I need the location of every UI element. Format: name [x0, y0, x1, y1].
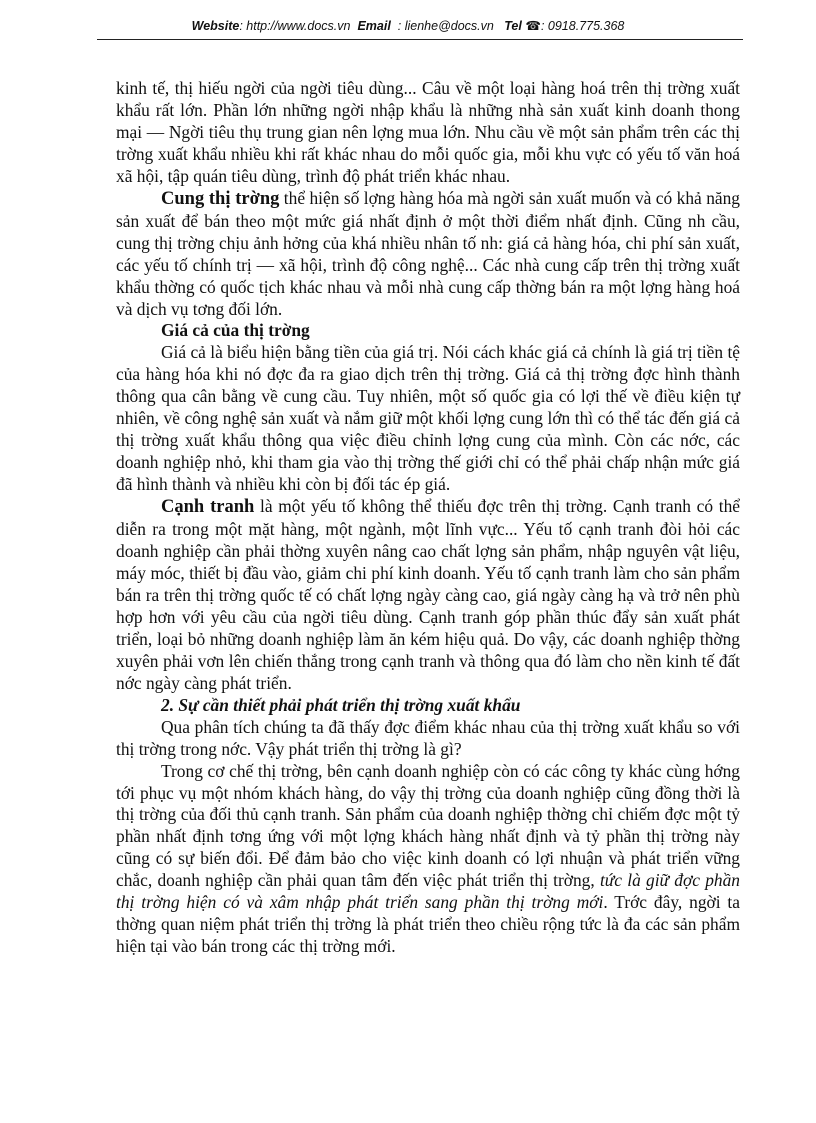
paragraph-price: Giá cả là biểu hiện bằng tiền của giá trị. Nói cách khác giá cả chính là giá trị tiền tệ của hàng hóa khi nó đợc đa ra giao dịch trên thị trờng. Giá cả thị trờng đợc hình thành thông qua cân bằng về cung cầu. Tuy nhiên, một số quốc gia có lợi thế về điều kiện tự nhiên, về công nghệ sản xuất và nắm giữ một khối lợng cung lớn thì có thể tác đến giá cả thị trờng xuất khẩu thông qua việc điều chỉnh lợng cung của mình. Còn các nớc, các doanh nghiệp nhỏ, khi tham gia vào thị trờng thế giới chỉ có thể phải chấp nhận mức giá đã hình thành và nhiều khi còn bị đối tác ép giá.	[116, 342, 740, 495]
paragraph-market-development	[116, 761, 740, 959]
paragraph-md-italic: tức là giữ đợc phần thị trờng hiện có và xâm nhập phát triển sang phần thị trờng mới	[116, 870, 740, 913]
email-label: Email	[357, 19, 391, 33]
paragraph-supply-text: thể hiện số lợng hàng hóa mà ngời sản xuất muốn và có khả năng sản xuất để bán theo một mức giá nhất định ở một thời điểm nhất định. Cũng nh cầu, cung thị trờng chịu ảnh hởng của khá nhiều nhân tố nh: giá cả hàng hóa, chi phí sản xuất, các yếu tố chính trị — xã hội, trình độ công nghệ... Các nhà cung cấp trên thị trờng xuất khẩu thờng có quốc tịch khác nhau và mỗi nhà cung cấp thờng bán ra một lợng hàng hoá và dịch vụ tơng đối lớn.	[116, 187, 740, 319]
phone-icon: ☎	[525, 19, 541, 33]
term-competition: Cạnh tranh	[161, 497, 255, 518]
paragraph-competition-text: là một yếu tố không thể thiếu đợc trên thị trờng. Cạnh tranh có thể diễn ra trong một mặt hàng, một ngành, một lĩnh vực... Yếu tố cạnh tranh đòi hỏi các doanh nghiệp cần phải thờng xuyên nâng cao chất lợng sản phẩm, nhập nguyên vật liệu, máy móc, thiết bị đầu vào, giảm chi phí kinh doanh. Yếu tố cạnh tranh làm cho sản phẩm bán ra trên thị trờng quốc tế có chất lợng ngày càng cao, giá ngày càng hạ và trở nên phù hợp hơn với yêu cầu của ngời tiêu dùng. Cạnh tranh góp phần thúc đẩy sản xuất phát triển, loại bỏ những doanh nghiệp làm ăn kém hiệu quả. Do vậy, các doanh nghiệp thờng xuyên phải vơn lên chiến thắng trong cạnh tranh và thông qua đó làm cho nền kinh tế đất nớc ngày càng phát triển.	[116, 496, 740, 693]
header-divider	[97, 39, 743, 40]
tel-value: : 0918.775.368	[540, 19, 625, 33]
page-header	[0, 18, 816, 33]
heading-market-price: Giá cả của thị trờng	[161, 320, 310, 341]
section-heading-2: 2. Sự cần thiết phải phát triển thị trờng xuất khẩu	[161, 694, 521, 715]
tel-label: Tel	[504, 19, 522, 33]
paragraph-competition	[116, 496, 740, 695]
paragraph-md-text-a: Trong cơ chế thị trờng, bên cạnh doanh nghiệp còn có các công ty khác cùng hớng tới phục vụ một nhóm khách hàng, do vậy thị trờng của doanh nghiệp cũng đồng thời là thị trờng của đối thủ cạnh tranh. Sản phẩm của doanh nghiệp thờng chỉ chiếm đợc một tỷ phần nhất định tơng ứng với một lợng khách hàng nhất định và tỷ phần thị trờng này cũng có sự biến đổi. Để đảm bảo cho việc kinh doanh có lợi nhuận và phát triển vững chắc, doanh nghiệp cần phải quan tâm đến việc phát triển thị trờng,	[116, 760, 740, 891]
document-body	[116, 78, 740, 958]
term-supply: Cung thị trờng	[161, 188, 280, 209]
email-value: : lienhe@docs.vn	[397, 19, 494, 33]
paragraph-md-text-b: . Trớc đây, ngời ta thờng quan niệm phát triển thị trờng là phát triển theo chiều rộng tức là đa các sản phẩm hiện tại vào bán trong các thị trờng mới.	[116, 892, 740, 957]
paragraph-intro-2: Qua phân tích chúng ta đã thấy đợc điểm khác nhau của thị trờng xuất khẩu so với thị trờng trong nớc. Vậy phát triển thị trờng là gì?	[116, 716, 740, 759]
paragraph-supply	[116, 188, 740, 321]
website-label: Website	[191, 19, 240, 33]
paragraph-demand: kinh tế, thị hiếu ngời của ngời tiêu dùng... Câu về một loại hàng hoá trên thị trờng xuất khẩu rất lớn. Phần lớn những ngời nhập khẩu là những nhà sản xuất kinh doanh thong mại — Ngời tiêu thụ trung gian nên lợng mua lớn. Nhu cầu về một sản phẩm trên các thị trờng xuất khẩu nhiều khi rất khác nhau do mỗi quốc gia, mỗi khu vực có yếu tố văn hoá xã hội, tập quán tiêu dùng, trình độ phát triển khác nhau.	[116, 78, 740, 186]
website-value: : http://www.docs.vn	[239, 19, 351, 33]
